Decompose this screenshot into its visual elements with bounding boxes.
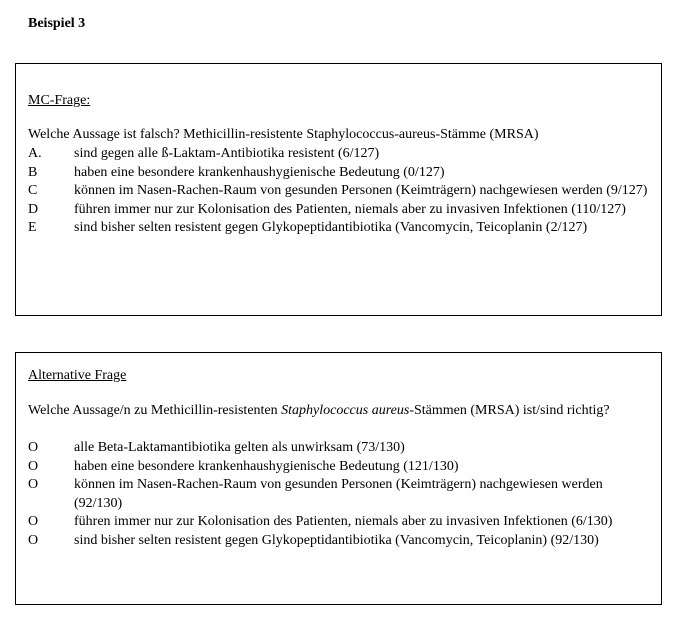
option-marker: O [28,532,39,548]
mc-options-list [28,145,653,238]
option-marker: O [28,458,39,474]
alternative-options-list [28,439,653,550]
option-marker: O [28,440,39,455]
option-text: führen immer nur zur Kolonisation des Patienten, niemals aber zu invasiven Infektionen (110/127) [74,201,626,217]
option-marker: O [28,514,39,529]
mc-option-d [28,201,653,220]
stem-text-pre: Welche Aussage/n zu Methicillin-resistenten [28,403,282,418]
option-text: sind bisher selten resistent gegen Glykopeptidantibiotika (Vancomycin, Teicoplanin (2/127) [74,220,588,235]
page-heading: Beispiel 3 [28,16,86,31]
option-text: alle Beta-Laktamantibiotika gelten als unwirksam (73/130) [74,440,405,455]
option-marker: A. [28,146,42,161]
mc-option-b [28,164,653,183]
alt-option-5 [28,532,653,551]
option-marker: E [28,220,37,235]
mc-question-stem: Welche Aussage ist falsch? Methicillin-resistente Staphylococcus-aureus-Stämme (MRSA) [28,127,539,142]
option-text: können im Nasen-Rachen-Raum von gesunden Personen (Keimträgern) nachgewiesen werden (9/127) [74,183,648,198]
option-marker: B [28,164,38,180]
alt-option-1 [28,439,653,458]
alt-option-2 [28,458,653,477]
option-marker: O [28,477,39,492]
mc-option-c [28,182,653,201]
alternative-question-stem [28,402,638,421]
mc-option-e [28,219,653,238]
option-marker: D [28,201,39,217]
mc-question-title: MC-Frage: [28,93,91,108]
option-text: sind bisher selten resistent gegen Glykopeptidantibiotika (Vancomycin, Teicoplanin) (92/130) [74,532,599,548]
option-text: haben eine besondere krankenhaushygienische Bedeutung (121/130) [74,458,459,474]
stem-text-post: -Stämmen (MRSA) ist/sind richtig? [409,403,610,418]
mc-question-box [15,63,662,316]
alternative-question-box [15,352,662,605]
option-text: sind gegen alle ß-Laktam-Antibiotika resistent (6/127) [74,146,380,161]
stem-text-italic: Staphylococcus aureus [281,403,410,418]
alt-option-3 [28,476,653,513]
option-text: haben eine besondere krankenhaushygienische Bedeutung (0/127) [74,164,445,180]
option-text: können im Nasen-Rachen-Raum von gesunden Personen (Keimträgern) nachgewiesen werden (92/130) [74,477,603,511]
alt-option-4 [28,513,653,532]
mc-option-a [28,145,653,164]
alternative-question-title: Alternative Frage [28,368,127,383]
option-marker: C [28,183,38,198]
option-text: führen immer nur zur Kolonisation des Patienten, niemals aber zu invasiven Infektionen (6/130) [74,514,613,529]
